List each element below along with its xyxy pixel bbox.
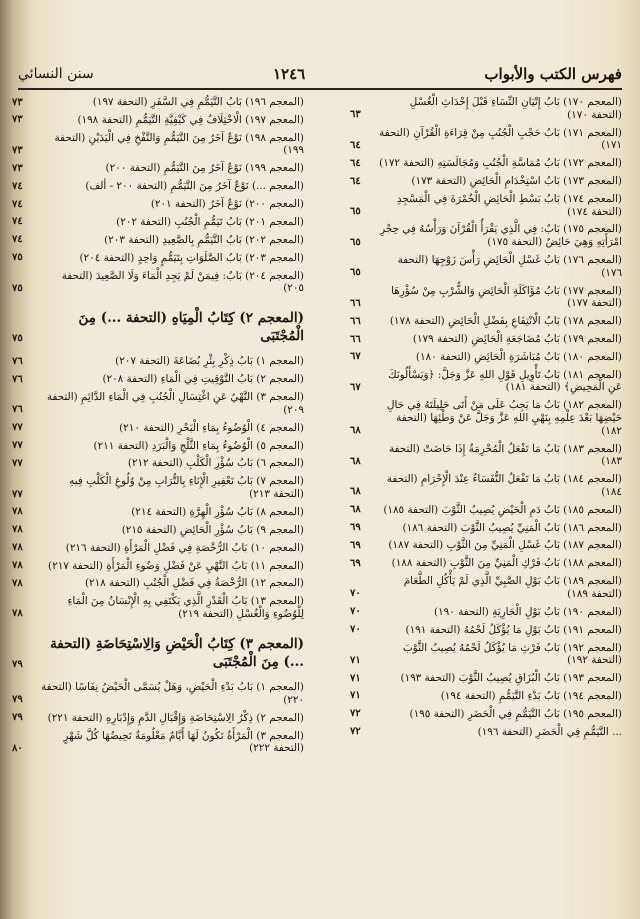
index-entry — [350, 522, 622, 535]
left-column — [12, 96, 304, 913]
entry-page-number: ٦٦ — [350, 315, 361, 327]
page-header — [18, 62, 622, 86]
entry-text: (المعجم ٤) الْوُضُوءُ بِمَاءِ الْبَحْرِ (التحفة ٢١٠) — [119, 421, 304, 434]
entry-text: (المعجم ١٧٤) بَابُ بَسْطِ الْحَائِضِ الْخُمْرَةَ فِي الْمَسْجِدِ (التحفة ١٧٤) — [396, 192, 622, 218]
entry-text: (المعجم ١٧٢) بَابُ مُمَاسَّةِ الْجُنُبِ وَمُجَالَسَتِهِ (التحفة ١٧٢) — [379, 157, 622, 170]
entry-page-number: ٧٨ — [12, 560, 23, 571]
entry-page-number: ٧٨ — [12, 577, 23, 589]
index-entry — [350, 157, 622, 170]
index-entry — [350, 624, 622, 637]
index-entry — [12, 422, 304, 435]
entry-page-number: ٦٦ — [350, 297, 361, 309]
entry-page-number: ٧٦ — [12, 373, 23, 385]
entry-page-number: ٧٣ — [12, 144, 23, 156]
entry-page-number: ٧٥ — [12, 282, 23, 294]
entry-text: (المعجم ١٩٨) نَوْعٌ آخَرُ مِنَ التَّيَمُّمِ وَالنَّفْخِ فِي الْيَدَيْنِ (التحفة ١٩٩) — [54, 131, 304, 157]
entry-text: (المعجم ٨) بَابُ سُؤْرِ الْهِرَّةِ (التحفة ٢١٤) — [131, 505, 304, 518]
index-entry — [12, 440, 304, 453]
entry-text: (المعجم ٢) بَابُ التَّوْقِيتِ فِي الْمَاءِ (التحفة ٢٠٨) — [102, 373, 304, 386]
index-entry — [350, 708, 622, 721]
entry-page-number: ٦٩ — [350, 557, 361, 569]
entry-page-number: ٧٤ — [12, 216, 23, 228]
entry-page-number: ٦٩ — [350, 539, 361, 551]
index-entry — [350, 642, 622, 667]
index-entry — [350, 96, 622, 121]
entry-text: ... التَّيَمُّمِ فِي الْحَضَرِ (التحفة ١٩٦) — [477, 725, 622, 738]
entry-page-number: ٧٤ — [12, 234, 23, 246]
entry-page-number: ٦٨ — [350, 504, 361, 516]
entry-page-number: ٦٨ — [350, 455, 361, 467]
index-entry — [350, 369, 622, 394]
entry-page-number: ٦٣ — [350, 109, 361, 121]
entry-text: (المعجم ١٨٩) بَابُ بَوْلِ الصَّبِيِّ الَّذِي لَمْ يَأْكُلِ الطَّعَامَ (التحفة ١٨٩) — [403, 575, 622, 600]
entry-text: (المعجم ١٧٦) بَابُ غَسْلِ الْحَائِضِ رَأْسَ زَوْجِهَا (التحفة ١٧٦) — [397, 254, 622, 279]
entry-page-number: ٧٨ — [12, 524, 23, 536]
index-entry — [12, 96, 304, 109]
index-entry — [12, 198, 304, 211]
entry-page-number: ٧٢ — [350, 708, 361, 720]
index-entry — [12, 216, 304, 229]
entry-page-number: ٧٧ — [12, 422, 23, 434]
entry-text: (المعجم ٩) بَابُ سُؤْرِ الْحَائِضِ (التحفة ٢١٥) — [121, 523, 304, 536]
entry-page-number: ٧٨ — [12, 506, 23, 518]
right-column — [350, 96, 622, 913]
index-entry — [12, 234, 304, 247]
entry-text: (المعجم ١٣) بَابُ الْقَدْرِ الَّذِي يَكْتَفِي بِهِ الْإِنْسَانُ مِنَ الْمَاءِ لِلْوُضُوءِ وَالْغُسْلِ (التحفة ٢١٩) — [67, 595, 304, 620]
entry-text: (المعجم ١٧٨) بَابُ الْانْتِفَاعِ بِفَضْلِ الْحَائِضِ (التحفة ١٧٨) — [389, 315, 622, 328]
entry-page-number: ٨٠ — [12, 742, 23, 754]
entry-text: (المعجم ١٩٦) بَابُ التَّيَمُّمِ فِي السَّفَرِ (التحفة ١٩٧) — [92, 96, 304, 108]
index-entry — [350, 193, 622, 218]
entry-text: (المعجم ٢٠١) بَابُ تَيَمُّمِ الْجُنُبِ (التحفة ٢٠٢) — [116, 215, 304, 228]
index-entry — [350, 690, 622, 703]
index-entry — [350, 315, 622, 328]
entry-text: (المعجم ١٢) الرُّخْصَةُ فِي فَضْلِ الْجُنُبِ (التحفة ٢١٨) — [84, 577, 304, 590]
entry-text: (المعجم ١٨٨) بَابُ فَرْكِ الْمَنِيِّ مِنَ الثَّوْبِ (التحفة ١٨٨) — [391, 557, 622, 570]
entry-page-number: ٧٠ — [350, 606, 361, 618]
index-entry — [12, 524, 304, 537]
index-entry — [12, 355, 304, 368]
index-entry — [12, 681, 304, 706]
entry-text: (المعجم ١٧٠) بَابُ إِتْيَانِ النِّسَاءِ قَبْلَ إِحْدَاثِ الْغُسْلِ (التحفة ١٧٠) — [409, 96, 622, 121]
entry-text: (المعجم ١٨٣) بَابُ مَا تَفْعَلُ الْمُحْرِمَةُ إِذَا حَاضَتْ (التحفة ١٨٣) — [388, 442, 622, 468]
entry-page-number: ٦٧ — [350, 351, 361, 363]
entry-text: (المعجم ...) نَوْعٌ آخَرُ مِنَ التَّيَمُّمِ (التحفة ٢٠٠ - ألف) — [85, 180, 304, 193]
index-entry — [12, 114, 304, 127]
entry-text: (المعجم ١٨٧) بَابُ غَسْلِ الْمَنِيِّ مِنَ الثَّوْبِ (التحفة ١٨٧) — [388, 539, 622, 552]
entry-page-number: ٦٥ — [350, 267, 361, 279]
entry-page-number: ٧١ — [350, 654, 361, 666]
entry-text: (المعجم ١٨١) بَابُ تَأْوِيلِ قَوْلِ اللهِ عَزَّ وَجَلَّ: ﴿وَيَسْأَلُونَكَ عَنِ الْمَحِيضِ﴾ (التحفة ١٨١) — [388, 368, 622, 394]
book-heading-text: (المعجم ٢) كِتَابُ الْمِيَاهِ (التحفة ...) مِنَ الْمُجْتَبَى — [78, 309, 304, 345]
index-entry — [350, 672, 622, 685]
book-title: سنن النسائي — [18, 66, 94, 82]
entry-text: (المعجم ١٩٤) بَابُ بَدْءِ التَّيَمُّمِ (التحفة ١٩٤) — [440, 689, 622, 702]
entry-page-number: ٧٣ — [12, 162, 23, 174]
entry-page-number: ٧٧ — [12, 440, 23, 452]
index-entry — [350, 504, 622, 517]
entry-page-number: ٧٥ — [12, 332, 23, 344]
entry-text: (المعجم ١٩٧) الْاخْتِلَافُ فِي كَيْفِيَّةِ التَّيَمُّمِ (التحفة ١٩٨) — [77, 113, 304, 126]
index-entry — [350, 557, 622, 570]
entry-text: (المعجم ١٧٩) بَابُ مُضَاجَعَةِ الْحَائِضِ (التحفة ١٧٩) — [412, 333, 622, 345]
index-entry — [12, 595, 304, 620]
entry-page-number: ٦٥ — [350, 236, 361, 248]
index-entry — [12, 577, 304, 590]
entry-text: (المعجم ١٧٧) بَابُ مُؤَاكَلَةِ الْحَائِضِ وَالشُّرْبِ مِنْ سُؤْرِهَا (التحفة ١٧٧) — [391, 284, 622, 310]
entry-page-number: ٦٤ — [350, 175, 361, 187]
index-entry — [12, 162, 304, 175]
index-entry — [12, 506, 304, 519]
index-entry — [350, 606, 622, 619]
entry-text: (المعجم ١٠) بَابُ الرُّخْصَةِ فِي فَضْلِ الْمَرْأَةِ (التحفة ٢١٦) — [65, 541, 304, 554]
entry-page-number: ٦٦ — [350, 333, 361, 345]
entry-page-number: ٧٣ — [12, 114, 23, 126]
entry-text: (المعجم ٥) الْوُضُوءُ بِمَاءِ الثَّلْجِ وَالْبَرَدِ (التحفة ٢١١) — [93, 439, 304, 452]
index-entry — [12, 730, 304, 755]
entry-text: (المعجم ١٩٣) بَابُ الْبُزَاقِ يُصِيبُ الثَّوْبَ (التحفة ١٩٣) — [400, 672, 622, 685]
entry-text: (المعجم ١) بَابُ ذِكْرِ بِئْرِ بُضَاعَةَ (التحفة ٢٠٧) — [115, 355, 304, 368]
entry-page-number: ٦٧ — [350, 381, 361, 393]
entry-text: (المعجم ١٨٤) بَابُ مَا تَفْعَلُ النُّفَسَاءُ عِنْدَ الْإِحْرَامِ (التحفة ١٨٤) — [386, 473, 622, 498]
entry-page-number: ٧٤ — [12, 198, 23, 210]
entry-page-number: ٦٨ — [350, 425, 361, 437]
entry-page-number: ٧٨ — [12, 542, 23, 554]
index-entry — [12, 560, 304, 573]
index-entry — [350, 254, 622, 279]
index-entry — [350, 539, 622, 552]
entry-page-number: ٧١ — [350, 672, 361, 684]
entry-page-number: ٧٣ — [12, 96, 23, 108]
entry-page-number: ٦٤ — [350, 157, 361, 169]
entry-text: (المعجم ٢٠٠) نَوْعٌ آخَرُ (التحفة ٢٠١) — [150, 198, 304, 211]
entry-text: (المعجم ١٧٣) بَابُ اسْتِخْدَامِ الْحَائِضِ (التحفة ١٧٣) — [411, 175, 622, 187]
entry-page-number: ٦٨ — [350, 486, 361, 498]
entry-page-number: ٧٤ — [12, 180, 23, 192]
entry-page-number: ٧١ — [350, 690, 361, 702]
index-entry — [12, 457, 304, 470]
entry-text: (المعجم ٢٠٤) بَابٌ: فِيمَنْ لَمْ يَجِدِ الْمَاءَ وَلَا الصَّعِيدَ (التحفة ٢٠٥) — [61, 269, 304, 295]
entry-text: (المعجم ٧) بَابُ تَعْفِيرِ الْإِنَاءِ بِالتُّرَابِ مِنْ وُلُوغِ الْكَلْبِ فِيهِ (التحفة ٢١٣) — [69, 475, 304, 500]
entry-text: (المعجم ١٧١) بَابُ حَجْبِ الْجُنُبِ مِنْ قِرَاءَةِ الْقُرْآنِ (التحفة ١٧١) — [379, 126, 622, 152]
entry-text: (المعجم ١٩٠) بَابُ بَوْلِ الْجَارِيَةِ (التحفة ١٩٠) — [433, 605, 622, 618]
entry-page-number: ٦٥ — [350, 206, 361, 218]
entry-text: (المعجم ١١) بَابُ النَّهْيِ عَنْ فَضْلِ وَضُوءِ الْمَرْأَةِ (التحفة ٢١٧) — [48, 559, 304, 572]
entry-page-number: ٧٧ — [12, 457, 23, 469]
entry-text: (المعجم ٦) بَابُ سُؤْرِ الْكَلْبِ (التحفة ٢١٢) — [127, 457, 304, 470]
index-entry — [350, 351, 622, 364]
entry-page-number: ٧٦ — [12, 404, 23, 416]
index-entry — [350, 473, 622, 498]
entry-page-number: ٧٠ — [350, 588, 361, 600]
entry-page-number: ٧٩ — [12, 712, 23, 724]
entry-page-number: ٧٢ — [350, 726, 361, 738]
entry-text: (المعجم ١٩٢) بَابُ فَرْثِ مَا يُؤْكَلُ لَحْمُهُ يُصِيبُ الثَّوْبَ (التحفة ١٩٢) — [402, 641, 622, 667]
index-entry — [350, 223, 622, 248]
index-entry — [12, 180, 304, 193]
header-rule — [18, 88, 622, 90]
entry-page-number: ٧٥ — [12, 252, 23, 264]
index-entry — [12, 132, 304, 157]
index-entry — [350, 726, 622, 739]
entry-page-number: ٦٤ — [350, 139, 361, 151]
entry-text: (المعجم ١٩١) بَابُ بَوْلِ مَا يُؤْكَلُ لَحْمُهُ (التحفة ١٩١) — [405, 623, 622, 636]
index-entry — [12, 712, 304, 725]
index-entry — [350, 285, 622, 310]
entry-page-number: ٧٠ — [350, 624, 361, 636]
entry-page-number: ٦٩ — [350, 522, 361, 534]
index-entry — [12, 391, 304, 416]
entry-text: (المعجم ١٧٥) بَابٌ: فِي الَّذِي يَقْرَأُ الْقُرْآنَ وَرَأْسُهُ فِي حِجْرِ امْرَأَتِهِ وَهِيَ حَائِضٌ (التحفة ١٧٥) — [380, 223, 622, 249]
entry-text: (المعجم ١٨٦) بَابُ الْمَنِيِّ يُصِيبُ الثَّوْبَ (التحفة ١٨٦) — [402, 521, 622, 534]
entry-text: (المعجم ١) بَابُ بَدْءِ الْحَيْضِ، وَهَلْ يُسَمَّى الْحَيْضُ نِفَاسًا (التحفة ٢٢٠) — [41, 681, 304, 706]
entry-text: (المعجم ١٩٥) بَابُ التَّيَمُّمِ فِي الْحَضَرِ (التحفة ١٩٥) — [409, 707, 622, 720]
book-heading-text: (المعجم ٣) كِتَابُ الْحَيْضِ وَالِاسْتِحَاضَةِ (التحفة ...) مِنَ الْمُجْتَبَى — [50, 635, 304, 670]
entry-page-number: ٧٦ — [12, 355, 23, 367]
book-heading — [12, 635, 304, 671]
entry-text: (المعجم ٣) النَّهْيُ عَنِ اغْتِسَالِ الْجُنُبِ فِي الْمَاءِ الدَّائِمِ (التحفة ٢٠٩) — [46, 391, 304, 416]
index-entry — [350, 443, 622, 468]
entry-text: (المعجم ١٨٠) بَابُ مُبَاشَرَةِ الْحَائِضِ (التحفة ١٨٠) — [415, 350, 622, 363]
entry-text: (المعجم ١٨٢) بَابُ مَا يَجِبُ عَلَى مَنْ أَتَى حَلِيلَتَهُ فِي حَالِ حَيْضِهَا بَعْدَ عِلْمِهِ بِنَهْيِ اللهِ عَزَّ وَجَلَّ عَنْ وَطْئِهَا (التحفة ١٨٢) — [386, 399, 622, 437]
index-entry — [12, 373, 304, 386]
index-entry — [12, 542, 304, 555]
entry-page-number: ٧٩ — [12, 694, 23, 706]
index-entry — [350, 333, 622, 346]
entry-page-number: ٧٨ — [12, 608, 23, 620]
entry-text: (المعجم ١٩٩) نَوْعٌ آخَرُ مِنَ التَّيَمُّمِ (التحفة ٢٠٠) — [105, 162, 304, 175]
index-entry — [350, 575, 622, 600]
entry-text: (المعجم ٢) ذِكْرُ الِاسْتِحَاضَةِ وَإِقْبَالِ الدَّمِ وَإِدْبَارِهِ (التحفة ٢٢١) — [47, 711, 304, 724]
index-entry — [350, 399, 622, 437]
page-number: ١٢٤٦ — [272, 65, 306, 83]
entry-text: (المعجم ٢٠٢) بَابُ التَّيَمُّمِ بِالصَّعِيدِ (التحفة ٢٠٣) — [104, 233, 304, 246]
section-title: فهرس الكتب والأبواب — [484, 65, 622, 83]
index-entry — [12, 270, 304, 295]
book-heading — [12, 309, 304, 345]
entry-text: (المعجم ٢٠٣) بَابُ الصَّلَوَاتِ بِتَيَمُّمٍ وَاحِدٍ (التحفة ٢٠٤) — [79, 251, 304, 264]
index-entry — [350, 127, 622, 152]
entry-text: (المعجم ٣) الْمَرْأَةُ تَكُونُ لَهَا أَيَّامٌ مَعْلُومَةٌ تَحِيضُهَا كُلَّ شَهْرٍ (التحفة ٢٢٢) — [63, 729, 304, 755]
entry-page-number: ٧٧ — [12, 488, 23, 500]
index-entry — [12, 252, 304, 265]
entry-text: (المعجم ١٨٥) بَابُ دَمِ الْحَيْضِ يُصِيبُ الثَّوْبَ (التحفة ١٨٥) — [383, 503, 622, 516]
entry-page-number: ٧٩ — [12, 658, 23, 670]
index-entry — [350, 175, 622, 188]
index-entry — [12, 475, 304, 500]
